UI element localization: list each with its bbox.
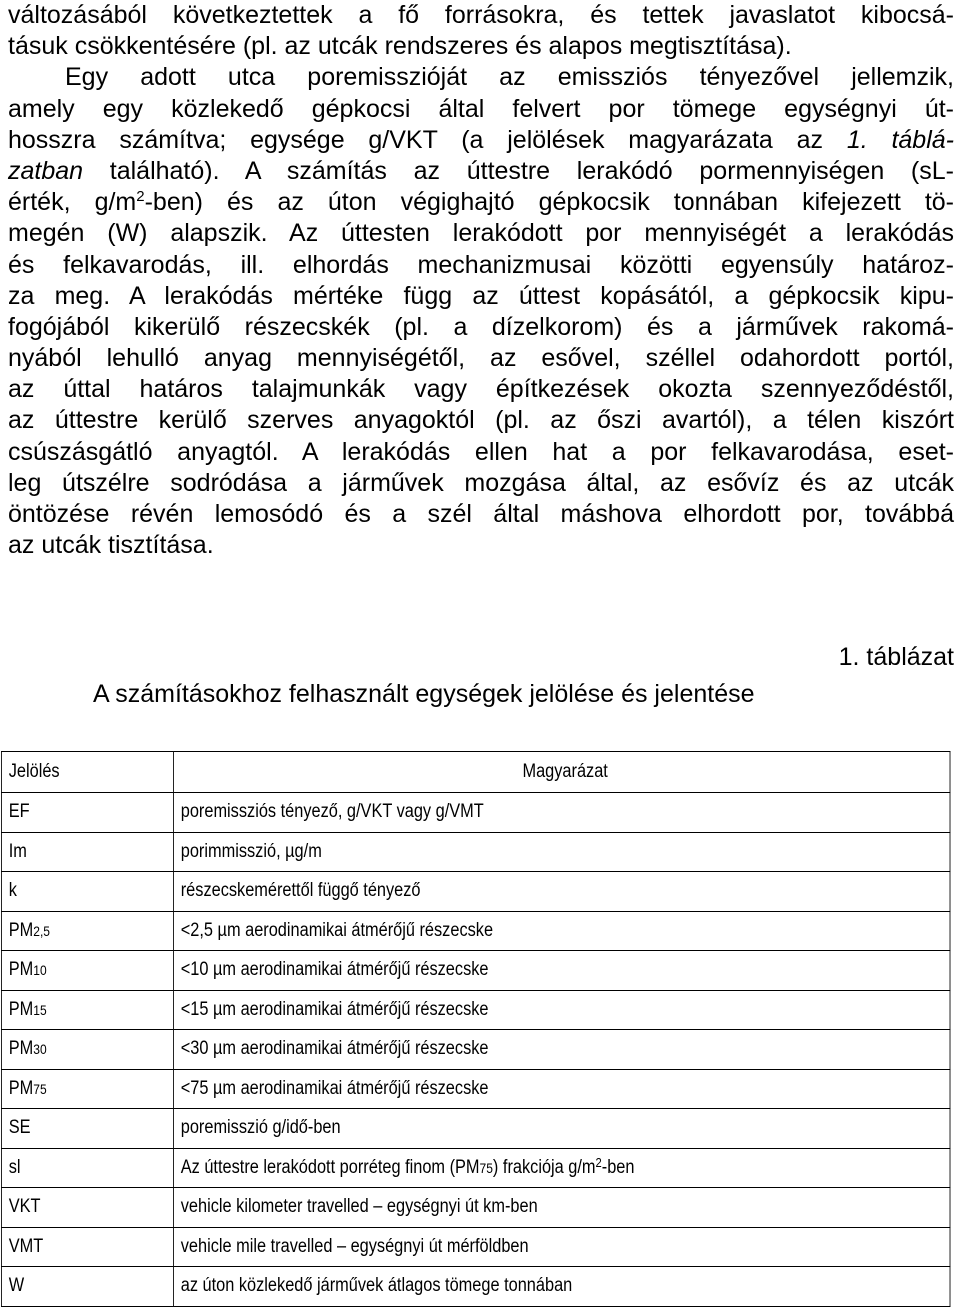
table-row	[1, 1227, 950, 1267]
table-row	[1, 1188, 950, 1228]
meaning-cell: <10 µm aerodinamikai átmérőjű részecske	[173, 951, 950, 991]
meaning-cell: vehicle kilometer travelled – egységnyi út km-ben	[173, 1188, 950, 1228]
table-row	[1, 1267, 950, 1307]
meaning-text: Az úttestre lerakódott porréteg finom (PM	[180, 1156, 480, 1178]
symbol-cell	[1, 832, 173, 872]
text-line: tásuk csökkentésére (pl. az utcák rendszeres és alapos megtisztítása).	[8, 32, 792, 61]
text-segment: érték, g/m	[8, 188, 137, 217]
symbol-subscript: 10	[33, 962, 47, 979]
symbol-text: VMT	[8, 1235, 44, 1257]
symbol-text: PM	[8, 998, 34, 1020]
table-row	[1, 911, 950, 951]
header-symbol: Jelölés	[1, 752, 173, 793]
meaning-cell: <2,5 µm aerodinamikai átmérőjű részecske	[173, 911, 950, 951]
text-line	[8, 125, 954, 156]
table-reference: 1. táblá-	[846, 125, 954, 154]
text-segment: -ben) és az úton végighajtó gépkocsik tonnában kifejezett tö-	[144, 188, 954, 217]
meaning-text: ) frakciója g/m	[492, 1156, 596, 1178]
text-line: amely egy közlekedő gépkocsi által felvert por tömege egységnyi út-	[8, 94, 954, 123]
symbol-text: EF	[8, 801, 30, 823]
symbol-cell	[1, 1069, 173, 1109]
text-line: az utcák tisztítása.	[8, 531, 214, 560]
table-row	[1, 1030, 950, 1070]
symbol-subscript: 2,5	[33, 922, 50, 939]
meaning-cell: <75 µm aerodinamikai átmérőjű részecske	[173, 1069, 950, 1109]
meaning-cell: az úton közlekedő járművek átlagos tömege tonnában	[173, 1267, 950, 1307]
superscript: 2	[136, 188, 145, 206]
symbol-subscript: 15	[33, 1001, 47, 1018]
symbol-text: PM	[8, 1038, 34, 1060]
text-line: Egy adott utca poremisszióját az emissziós tényezővel jellemzik,	[65, 63, 954, 92]
table-row	[1, 951, 950, 991]
meaning-cell: poremisszió g/idő-ben	[173, 1109, 950, 1149]
symbol-cell	[1, 990, 173, 1030]
table-row	[1, 1148, 950, 1188]
text-line	[8, 187, 954, 218]
table-caption: A számításokhoz felhasznált egységek jelölése és jelentése	[93, 680, 755, 708]
symbol-text: Im	[8, 840, 27, 862]
meaning-text: -ben	[601, 1156, 635, 1178]
symbol-text: VKT	[8, 1196, 41, 1218]
symbol-text: sl	[8, 1156, 21, 1178]
meaning-cell: részecskemérettől függő tényező	[173, 872, 950, 912]
symbol-cell	[1, 1030, 173, 1070]
table-row	[1, 1069, 950, 1109]
symbol-cell	[1, 951, 173, 991]
meaning-cell	[173, 1148, 950, 1188]
header-meaning: Magyarázat	[173, 752, 950, 793]
meaning-subscript: 75	[479, 1159, 493, 1176]
units-table	[1, 751, 950, 1307]
table-row	[1, 872, 950, 912]
table-reference: zatban	[8, 156, 84, 185]
text-line: öntözése révén lemosódó és a szél által máshova elhordott por, továbbá	[8, 500, 954, 528]
symbol-cell	[1, 793, 173, 833]
text-line: az úttestre kerülő szerves anyagoktól (pl. az őszi avartól), a télen kiszórt	[8, 406, 954, 435]
text-line: fogójából kikerülő részecskék (pl. a dízelkorom) és a járművek rakomá-	[8, 312, 954, 341]
meaning-cell: poremissziós tényező, g/VKT vagy g/VMT	[173, 793, 950, 833]
text-line: csúszásgátló anyagtól. A lerakódás ellen hat a por felkavarodása, eset-	[8, 437, 954, 466]
text-line: megén (W) alapszik. Az úttesten lerakódott por mennyiségét a lerakódás	[8, 219, 954, 248]
table-row	[1, 793, 950, 833]
symbol-text: PM	[8, 919, 34, 941]
symbol-text: W	[8, 1275, 25, 1297]
symbol-cell	[1, 1148, 173, 1188]
meaning-cell: <15 µm aerodinamikai átmérőjű részecske	[173, 990, 950, 1030]
symbol-subscript: 30	[33, 1041, 47, 1058]
symbol-text: k	[8, 880, 17, 902]
text-line: változásából következtettek a fő forrásokra, és tettek javaslatot kibocsá-	[8, 1, 954, 29]
symbol-cell	[1, 1267, 173, 1307]
meaning-superscript: 2	[595, 1154, 602, 1170]
symbol-cell	[1, 1109, 173, 1149]
table-number: 1. táblázat	[838, 643, 954, 671]
symbol-subscript: 75	[33, 1080, 47, 1097]
meaning-cell: <30 µm aerodinamikai átmérőjű részecske	[173, 1030, 950, 1070]
symbol-cell	[1, 1188, 173, 1228]
text-line: za meg. A lerakódás mértéke függ az úttest kopásától, a gépkocsik kipu-	[8, 281, 954, 310]
body-paragraph	[8, 0, 954, 561]
symbol-cell	[1, 872, 173, 912]
symbol-text: SE	[8, 1117, 31, 1139]
symbol-text: PM	[8, 1077, 34, 1099]
symbol-cell	[1, 911, 173, 951]
text-line: az úttal határos talajmunkák vagy építkezések okozta szennyeződéstől,	[8, 375, 954, 404]
text-segment: található). A számítás az úttestre lerakódó pormennyiségen (sL-	[83, 156, 954, 185]
text-line: és felkavarodás, ill. elhordás mechanizmusai közötti egyensúly határoz-	[8, 250, 954, 279]
text-line	[8, 156, 954, 187]
text-line: leg útszélre sodródása a járművek mozgása által, az esővíz és az utcák	[8, 468, 954, 497]
meaning-cell: vehicle mile travelled – egységnyi út mérföldben	[173, 1227, 950, 1267]
table-header-row	[1, 752, 950, 793]
text-line: nyából lehulló anyag mennyiségétől, az esővel, széllel odahordott portól,	[8, 344, 954, 373]
table-row	[1, 832, 950, 872]
text-segment: hosszra számítva; egysége g/VKT (a jelölések magyarázata az	[8, 125, 847, 154]
symbol-cell	[1, 1227, 173, 1267]
table-row	[1, 990, 950, 1030]
meaning-cell: porimmisszió, µg/m	[173, 832, 950, 872]
symbol-text: PM	[8, 959, 34, 981]
table-row	[1, 1109, 950, 1149]
